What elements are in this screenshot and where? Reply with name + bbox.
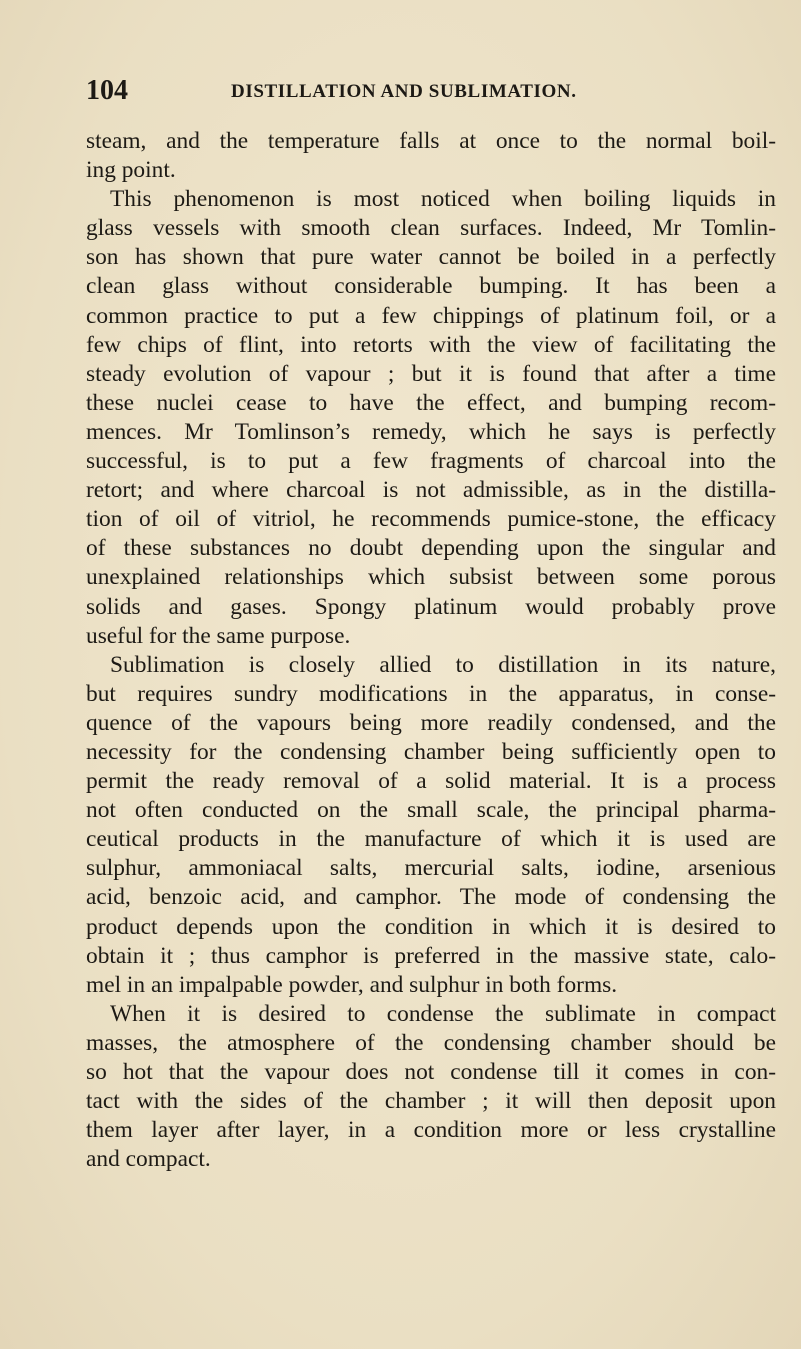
text-line: tion of oil of vitriol, he recommends pumice-stone, the efficacy [86, 506, 776, 533]
text-line: useful for the same purpose. [86, 622, 351, 649]
paragraph-sublimation [86, 651, 776, 1000]
running-title: DISTILLATION AND SUBLIMATION. [231, 81, 577, 102]
text-line: necessity for the condensing chamber being sufficiently open to [86, 738, 776, 765]
text-line: unexplained relationships which subsist between some porous [86, 564, 776, 591]
text-line: obtain it ; thus camphor is preferred in the massive state, calo- [86, 942, 776, 969]
text-line: not often conducted on the small scale, the principal pharma- [86, 797, 776, 824]
running-head [86, 74, 776, 108]
text-line: ceutical products in the manufacture of which it is used are [86, 826, 776, 853]
text-line: few chips of flint, into retorts with the view of facilitating the [86, 331, 776, 358]
paragraph-compact-masses [86, 1000, 776, 1175]
text-line: these nuclei cease to have the effect, and bumping recom- [86, 389, 776, 416]
text-line: quence of the vapours being more readily condensed, and the [86, 709, 776, 736]
text-line: glass vessels with smooth clean surfaces. Indeed, Mr Tomlin- [86, 215, 776, 242]
text-line: common practice to put a few chippings of platinum foil, or a [86, 302, 776, 329]
text-line: This phenomenon is most noticed when boiling liquids in [110, 186, 776, 213]
text-line: of these substances no doubt depending upon the singular and [86, 535, 776, 562]
text-line: clean glass without considerable bumping. It has been a [86, 273, 776, 300]
text-line: and compact. [86, 1146, 211, 1173]
text-line: steam, and the temperature falls at once to the normal boil- [86, 128, 776, 154]
text-line: When it is desired to condense the sublimate in compact [110, 1000, 776, 1027]
text-line: them layer after layer, in a condition more or less crystalline [86, 1117, 776, 1144]
page-number: 104 [86, 75, 128, 106]
text-line: permit the ready removal of a solid material. It is a process [86, 768, 776, 795]
text-line: ing point. [86, 157, 176, 184]
text-line: steady evolution of vapour ; but it is found that after a time [86, 360, 776, 387]
text-line: retort; and where charcoal is not admissible, as in the distilla- [86, 477, 776, 504]
text-line: tact with the sides of the chamber ; it will then deposit upon [86, 1088, 776, 1115]
text-line: sulphur, ammoniacal salts, mercurial salts, iodine, arsenious [86, 855, 776, 882]
text-line: product depends upon the condition in which it is desired to [86, 913, 776, 940]
text-line: mel in an impalpable powder, and sulphur in both forms. [86, 971, 618, 998]
text-line: solids and gases. Spongy platinum would probably prove [86, 593, 776, 620]
text-line: but requires sundry modifications in the apparatus, in conse- [86, 680, 776, 707]
text-line: masses, the atmosphere of the condensing chamber should be [86, 1029, 776, 1056]
paragraph-continuation [86, 127, 776, 185]
text-line: son has shown that pure water cannot be boiled in a perfectly [86, 244, 776, 271]
text-line: acid, benzoic acid, and camphor. The mode of condensing the [86, 884, 776, 911]
text-line: so hot that the vapour does not condense till it comes in con- [86, 1059, 776, 1085]
text-line: mences. Mr Tomlinson’s remedy, which he says is perfectly [86, 418, 776, 445]
text-line: successful, is to put a few fragments of charcoal into the [86, 448, 776, 475]
body-text [86, 127, 776, 1174]
text-line: Sublimation is closely allied to distillation in its nature, [110, 651, 776, 678]
paragraph-bumping [86, 185, 776, 651]
